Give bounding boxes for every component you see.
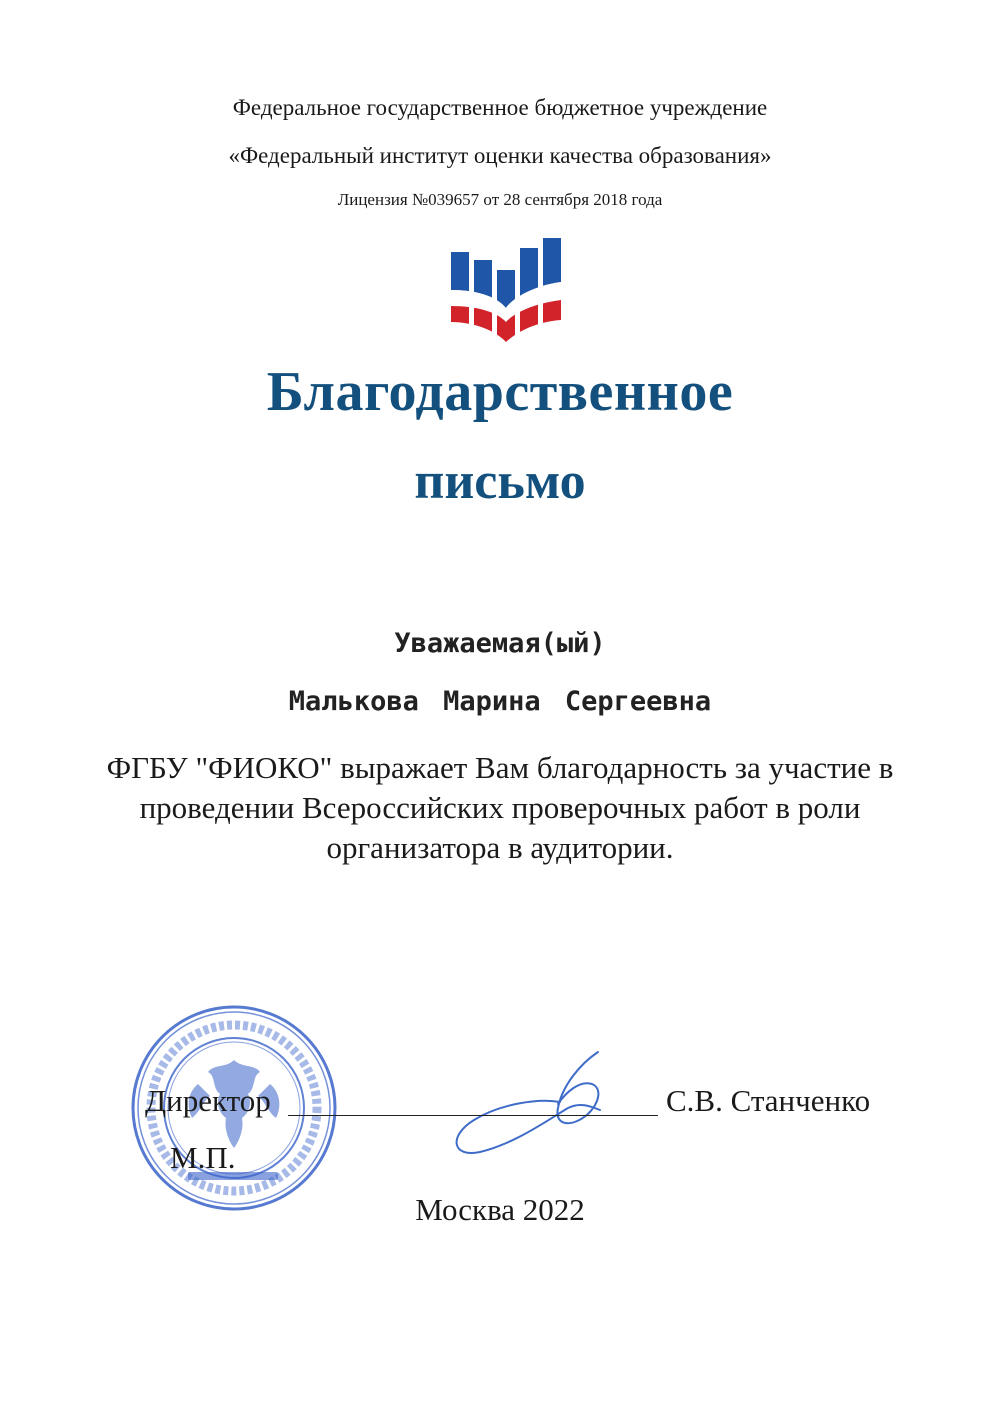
signature-line	[288, 1115, 658, 1116]
document-title-line2: письмо	[414, 453, 586, 510]
director-label: Директор	[145, 1083, 271, 1118]
fioko-logo-icon	[451, 238, 561, 342]
gratitude-text: ФГБУ "ФИОКО" выражает Вам благодарность за участие в проведении Всероссийских проверочных работ в роли организатора в аудитории.	[106, 750, 894, 865]
org-name-line2: «Федеральный институт оценки качества образования»	[228, 143, 772, 168]
director-name: С.В. Станченко	[666, 1083, 871, 1118]
org-name-line1: Федеральное государственное бюджетное учреждение	[232, 95, 768, 120]
document-title-line1: Благодарственное	[266, 361, 734, 423]
recipient-name: Малькова Марина Сергеевна	[288, 686, 712, 717]
city-year: Москва 2022	[415, 1192, 585, 1227]
stamp-place-label: М.П.	[170, 1140, 236, 1175]
handwritten-signature-icon	[440, 1040, 640, 1170]
salutation: Уважаемая(ый)	[394, 628, 606, 659]
license-line: Лицензия №039657 от 28 сентября 2018 года	[337, 190, 663, 209]
